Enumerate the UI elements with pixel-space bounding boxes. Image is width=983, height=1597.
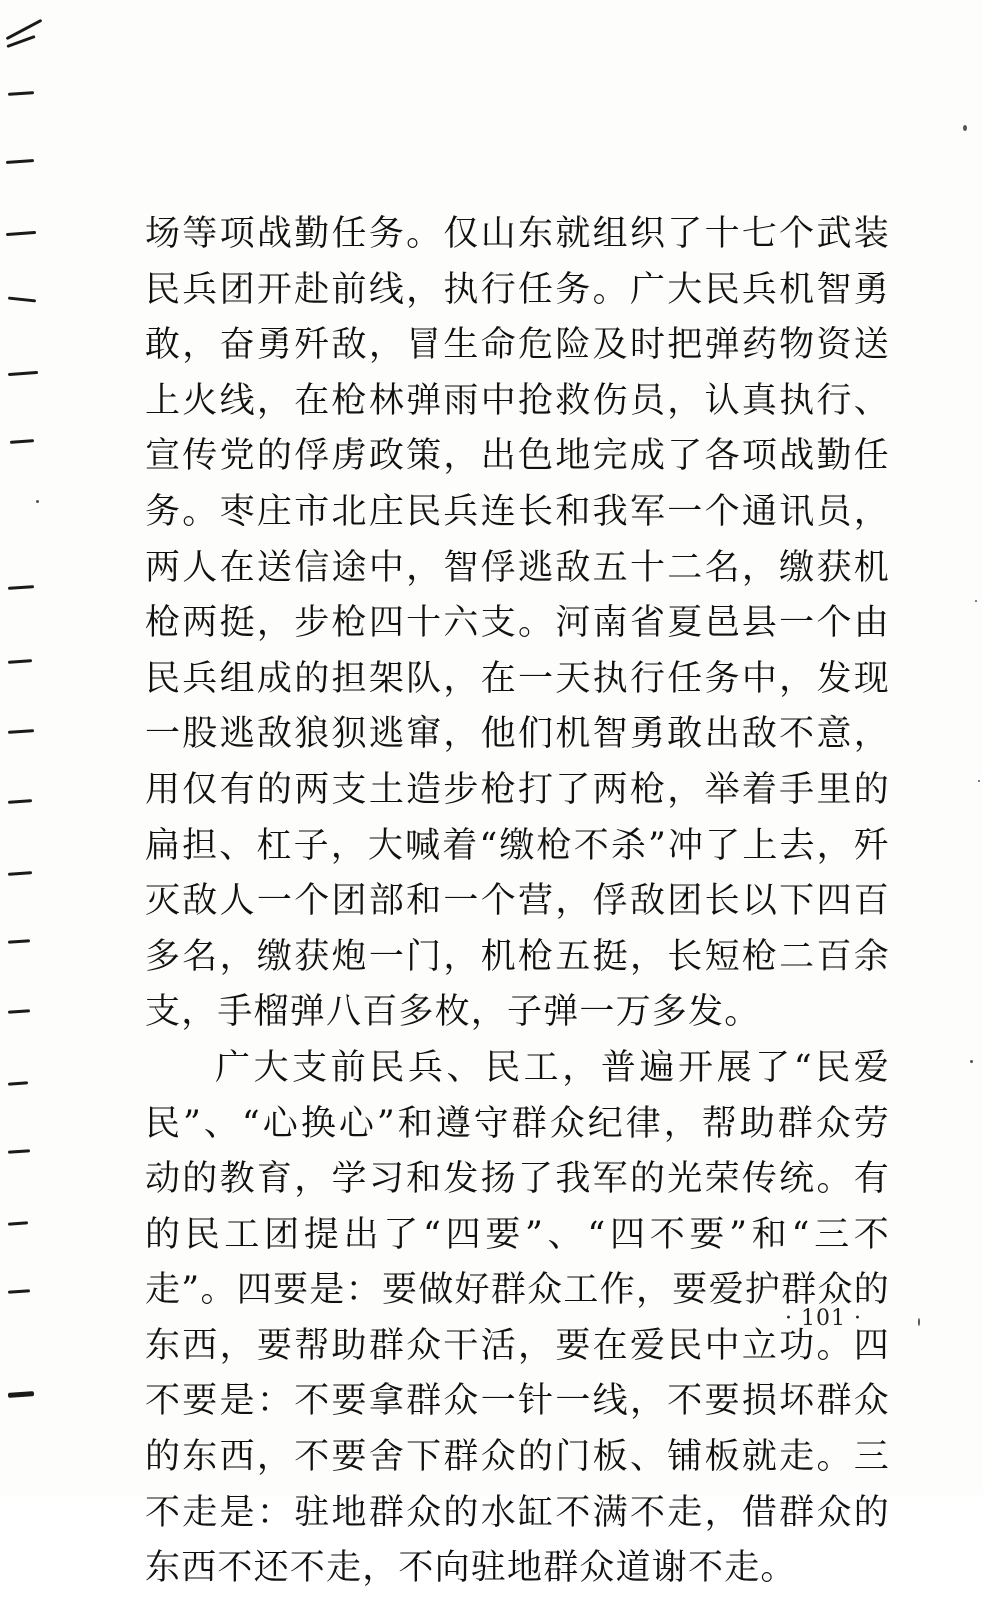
- body-text: [145, 207, 890, 1597]
- paragraph-1: 场等项战勤任务。仅山东就组织了十七个武装民兵团开赴前线，执行任务。广大民兵机智勇敢，奋勇歼敌，冒生命危险及时把弹药物资送上火线，在枪林弹雨中抢救伤员，认真执行、宣传党的俘虏政策，出色地完成了各项战勤任务。枣庄市北庄民兵连长和我军一个通讯员，两人在送信途中，智俘逃敌五十二名，缴获机枪两挺，步枪四十六支。河南省夏邑县一个由民兵组成的担架队，在一天执行任务中，发现一股逃敌狼狈逃窜，他们机智勇敢出敌不意，用仅有的两支土造步枪打了两枪，举着手里的扁担、杠子，大喊着“缴枪不杀”冲了上去，歼灭敌人一个团部和一个营，俘敌团长以下四百多名，缴获炮一门，机枪五挺，长短枪二百余支，手榴弹八百多枚，子弹一万多发。: [145, 214, 890, 1033]
- binding-edge-marks: [0, 0, 50, 1495]
- paragraph-2: 广大支前民兵、民工，普遍开展了“民爱民”、“心换心”和遵守群众纪律，帮助群众劳动的教育，学习和发扬了我军的光荣传统。有的民工团提出了“四要”、“四不要”和“三不走”。四要是：要做好群众工作，要爱护群众的东西，要帮助群众干活，要在爱民中立功。四不要是：不要拿群众一针一线，不要损坏群众的东西，不要舍下群众的门板、铺板就走。三不走是：驻地群众的水缸不满不走，借群众的东西不还不走，不向驻地群众道谢不走。: [145, 1047, 890, 1589]
- page-number: · 101 ·: [785, 1306, 862, 1331]
